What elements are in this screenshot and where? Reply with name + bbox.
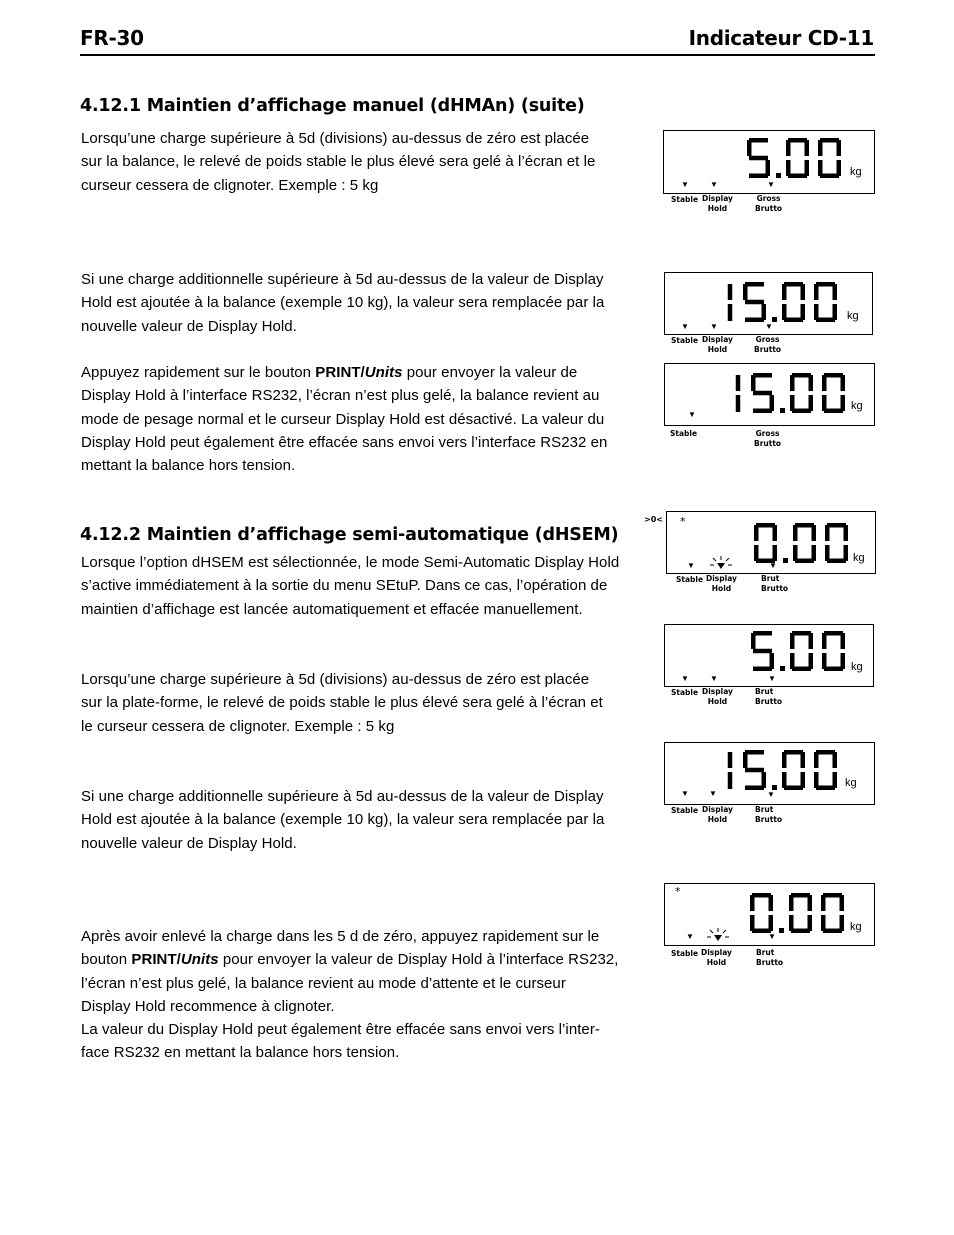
lcd-digit — [823, 895, 842, 931]
decimal-point — [783, 558, 788, 563]
brut-label: Brut Brutto — [756, 948, 784, 967]
lcd-digit — [824, 633, 843, 669]
scale-display-2 — [664, 272, 873, 358]
display-hold-label: Display Hold — [702, 805, 733, 824]
lcd-digit — [792, 633, 811, 669]
section-heading-dhman: 4.12.1 Maintien d’affichage manuel (dHMAn) (suite) — [80, 96, 585, 116]
decimal-point — [780, 408, 785, 413]
decimal-point — [779, 928, 784, 933]
stable-indicator-icon: ▼ — [681, 789, 689, 798]
scale-display-6 — [664, 742, 875, 828]
scale-display-3 — [664, 363, 875, 451]
stable-label: Stable — [676, 575, 704, 584]
gross-label: Gross Brutto — [754, 335, 782, 354]
display-hold-label: Display Hold — [706, 574, 737, 593]
stable-indicator-icon: ▼ — [681, 322, 689, 331]
lcd-digit — [788, 140, 807, 176]
lcd-digit — [756, 525, 775, 561]
display-hold-indicator-icon: ▼ — [710, 180, 718, 189]
brut-label: Brut Brutto — [755, 805, 783, 824]
brut-label: Brut Brutto — [761, 574, 789, 593]
paragraph-dhman-3: Appuyez rapidement sur le bouton PRINT/Units pour envoyer la valeur de Display Hold à l’interface RS232, l’écran n’est plus gelé, la balance revient au mode de pesage normal et le curseur Display Hold est désactivé. La valeur du Display Hold peut également être effacée sans envoi vers l’interface RS232 en mettant la balance hors tension. — [81, 364, 608, 475]
lcd-digit — [784, 752, 803, 788]
decimal-point — [776, 173, 781, 178]
flashing-hold-indicator-icon — [710, 555, 732, 573]
scale-display-4 — [666, 511, 876, 597]
stable-label: Stable — [671, 949, 699, 958]
lcd-digit — [745, 284, 764, 320]
lcd-digit — [752, 895, 771, 931]
unit-label: kg — [853, 552, 865, 564]
print-units-key: PRINT/ — [315, 364, 365, 381]
print-units-key: PRINT/ — [131, 951, 181, 969]
paragraph-dhsem-1: Lorsque l’option dHSEM est sélectionnée, le mode Semi-Automatic Display Hold s’active immédiatement à la sortie du menu SEtuP. Dans ce cas, l’opération de maintien d’affichage est lancée automatiquement et effacée manuellement. — [81, 554, 620, 618]
unit-label: kg — [847, 310, 859, 322]
unit-label: kg — [851, 661, 863, 673]
stable-indicator-icon: ▼ — [681, 180, 689, 189]
display-hold-label: Display Hold — [702, 687, 733, 706]
page-number: FR-30 — [80, 26, 144, 50]
star-indicator: * — [675, 885, 681, 898]
section-heading-dhsem: 4.12.2 Maintien d’affichage semi-automatique (dHSEM) — [80, 525, 619, 545]
lcd-digit — [824, 375, 843, 411]
lcd-digit — [820, 140, 839, 176]
stable-indicator-icon: ▼ — [688, 410, 696, 419]
lcd-digit — [784, 284, 803, 320]
stable-label: Stable — [671, 336, 699, 345]
paragraph-dhsem-2: Lorsqu’une charge supérieure à 5d (divisions) au-dessus de zéro est placée sur la plate-forme, le relevé de poids stable le plus élevé sera gelé à l’écran et le curseur cessera de clignoter. Exemple : 5 kg — [81, 671, 603, 735]
lcd-digit — [792, 375, 811, 411]
unit-label: kg — [845, 777, 857, 789]
gross-label: Gross Brutto — [754, 429, 782, 448]
paragraph-dhman-2: Si une charge additionnelle supérieure à 5d au-dessus de la valeur de Display Hold est ajoutée à la balance (exemple 10 kg), la valeur sera remplacée par la nouvelle valeur de Display Hold. — [81, 271, 605, 335]
star-indicator: * — [680, 515, 686, 528]
paragraph-dhman-1: Lorsqu’une charge supérieure à 5d (divisions) au-dessus de zéro est placée sur la balance, le relevé de poids stable le plus élevé sera gelé à l’écran et le curseur cessera de clignoter. Exemple : 5 kg — [81, 130, 596, 194]
display-hold-label: Display Hold — [702, 335, 733, 354]
gross-indicator-icon: ▼ — [765, 322, 773, 331]
flashing-hold-indicator-icon — [707, 927, 729, 945]
header-rule — [80, 54, 875, 56]
brut-indicator-icon: ▼ — [768, 932, 776, 941]
scale-display-1 — [663, 130, 875, 216]
scale-display-7 — [664, 883, 875, 971]
stable-indicator-icon: ▼ — [687, 561, 695, 570]
paragraph-dhsem-3: Si une charge additionnelle supérieure à 5d au-dessus de la valeur de Display Hold est ajoutée à la balance (exemple 10 kg), la valeur sera remplacée par la nouvelle valeur de Display Hold. — [81, 788, 605, 852]
product-title: Indicateur CD-11 — [688, 26, 874, 50]
lcd-digit — [753, 633, 772, 669]
lcd-digit — [816, 284, 835, 320]
stable-indicator-icon: ▼ — [686, 932, 694, 941]
brut-indicator-icon: ▼ — [767, 790, 775, 799]
stable-label: Stable — [671, 806, 699, 815]
stable-label: Stable — [671, 195, 699, 204]
unit-label: kg — [851, 400, 863, 412]
lcd-digit — [791, 895, 810, 931]
unit-label: kg — [850, 166, 862, 178]
decimal-point — [780, 666, 785, 671]
stable-label: Stable — [671, 688, 699, 697]
lcd-digit — [749, 140, 768, 176]
stable-label: Stable — [670, 429, 698, 438]
brut-label: Brut Brutto — [755, 687, 783, 706]
center-of-zero-indicator: >0< — [644, 515, 663, 524]
stable-indicator-icon: ▼ — [681, 674, 689, 683]
paragraph-dhsem-4: Après avoir enlevé la charge dans les 5 d de zéro, appuyez rapidement sur le bouton PRINT/Units pour envoyer la valeur de Display Hold à l’interface RS232, l’écran n’est plus gelé, la balance revient au mode d’attente et le curseur Display Hold recommence à clignoter. La valeur du Display Hold peut également être effacée sans envoi vers l’inter- face RS232 en mettant la balance hors tension. — [81, 928, 619, 1062]
lcd-digit — [745, 752, 764, 788]
brut-indicator-icon: ▼ — [768, 674, 776, 683]
display-hold-indicator-icon: ▼ — [710, 674, 718, 683]
lcd-digit — [795, 525, 814, 561]
lcd-digit — [827, 525, 846, 561]
display-hold-indicator-icon: ▼ — [710, 322, 718, 331]
gross-indicator-icon: ▼ — [767, 180, 775, 189]
scale-display-5 — [664, 624, 874, 710]
display-hold-label: Display Hold — [701, 948, 732, 967]
gross-label: Gross Brutto — [755, 194, 783, 213]
display-hold-label: Display Hold — [702, 194, 733, 213]
unit-label: kg — [850, 921, 862, 933]
lcd-digit — [753, 375, 772, 411]
brut-indicator-icon: ▼ — [769, 561, 777, 570]
display-hold-indicator-icon: ▼ — [709, 789, 717, 798]
lcd-digit — [816, 752, 835, 788]
